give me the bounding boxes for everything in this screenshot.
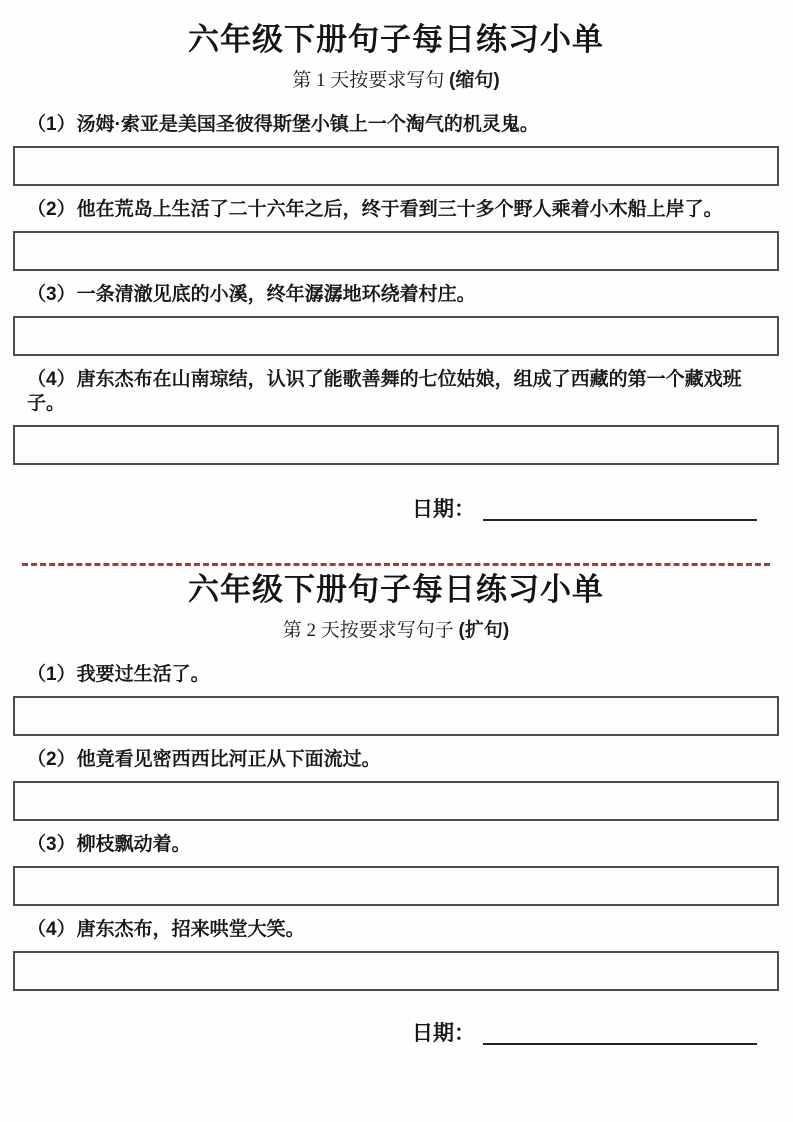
question-text <box>13 918 779 942</box>
question-row <box>13 833 779 906</box>
question-row <box>13 918 779 991</box>
question-row <box>13 283 779 356</box>
subtitle-task-type: (缩句) <box>449 70 500 91</box>
answer-box[interactable] <box>13 866 779 906</box>
answer-box[interactable] <box>13 425 779 465</box>
question-number: （2） <box>27 199 76 220</box>
page-title: 六年级下册句子每日练习小单 <box>188 572 604 607</box>
question-sentence: 唐东杰布在山南琼结，认识了能歌善舞的七位姑娘，组成了西藏的第一个藏戏班子。 <box>27 369 742 414</box>
date-fill-in-blank[interactable] <box>483 499 757 521</box>
question-sentence: 我要过生活了。 <box>76 664 210 685</box>
answer-box[interactable] <box>13 146 779 186</box>
question-row <box>13 663 779 736</box>
question-text <box>13 113 779 137</box>
subtitle-text: 第 1 天按要求写句 <box>292 70 450 91</box>
question-sentence: 汤姆·索亚是美国圣彼得斯堡小镇上一个淘气的机灵鬼。 <box>76 114 539 135</box>
page-title: 六年级下册句子每日练习小单 <box>188 22 604 57</box>
question-row <box>13 198 779 271</box>
worksheet-section-day1 <box>13 22 779 521</box>
question-text <box>13 833 779 857</box>
question-list <box>13 113 779 465</box>
date-label: 日期： <box>412 1021 475 1045</box>
dashed-divider <box>22 563 770 566</box>
question-text <box>13 748 779 772</box>
question-text <box>13 283 779 307</box>
question-text <box>13 663 779 687</box>
question-list <box>13 663 779 991</box>
date-row <box>13 495 779 521</box>
answer-box[interactable] <box>13 781 779 821</box>
date-fill-in-blank[interactable] <box>483 1023 757 1045</box>
question-text <box>13 368 779 416</box>
question-number: （3） <box>27 284 76 305</box>
question-number: （4） <box>27 919 76 940</box>
question-number: （3） <box>27 834 76 855</box>
question-row <box>13 113 779 186</box>
subtitle-text: 第 2 天按要求写句子 <box>282 620 459 641</box>
answer-box[interactable] <box>13 231 779 271</box>
date-row <box>13 1019 779 1045</box>
section-subtitle <box>13 619 779 643</box>
question-sentence: 他在荒岛上生活了二十六年之后，终于看到三十多个野人乘着小木船上岸了。 <box>76 199 723 220</box>
answer-box[interactable] <box>13 696 779 736</box>
question-row <box>13 368 779 465</box>
question-sentence: 一条清澈见底的小溪，终年潺潺地环绕着村庄。 <box>76 284 476 305</box>
question-sentence: 柳枝飘动着。 <box>76 834 191 855</box>
question-sentence: 他竟看见密西西比河正从下面流过。 <box>76 749 381 770</box>
section-subtitle <box>13 69 779 93</box>
date-label: 日期： <box>412 497 475 521</box>
question-number: （1） <box>27 664 76 685</box>
question-text <box>13 198 779 222</box>
worksheet-section-day2 <box>13 572 779 1045</box>
answer-box[interactable] <box>13 951 779 991</box>
question-number: （2） <box>27 749 76 770</box>
subtitle-task-type: (扩句) <box>458 620 510 641</box>
question-sentence: 唐东杰布，招来哄堂大笑。 <box>76 919 305 940</box>
question-number: （4） <box>27 369 76 390</box>
question-number: （1） <box>27 114 76 135</box>
answer-box[interactable] <box>13 316 779 356</box>
question-row <box>13 748 779 821</box>
